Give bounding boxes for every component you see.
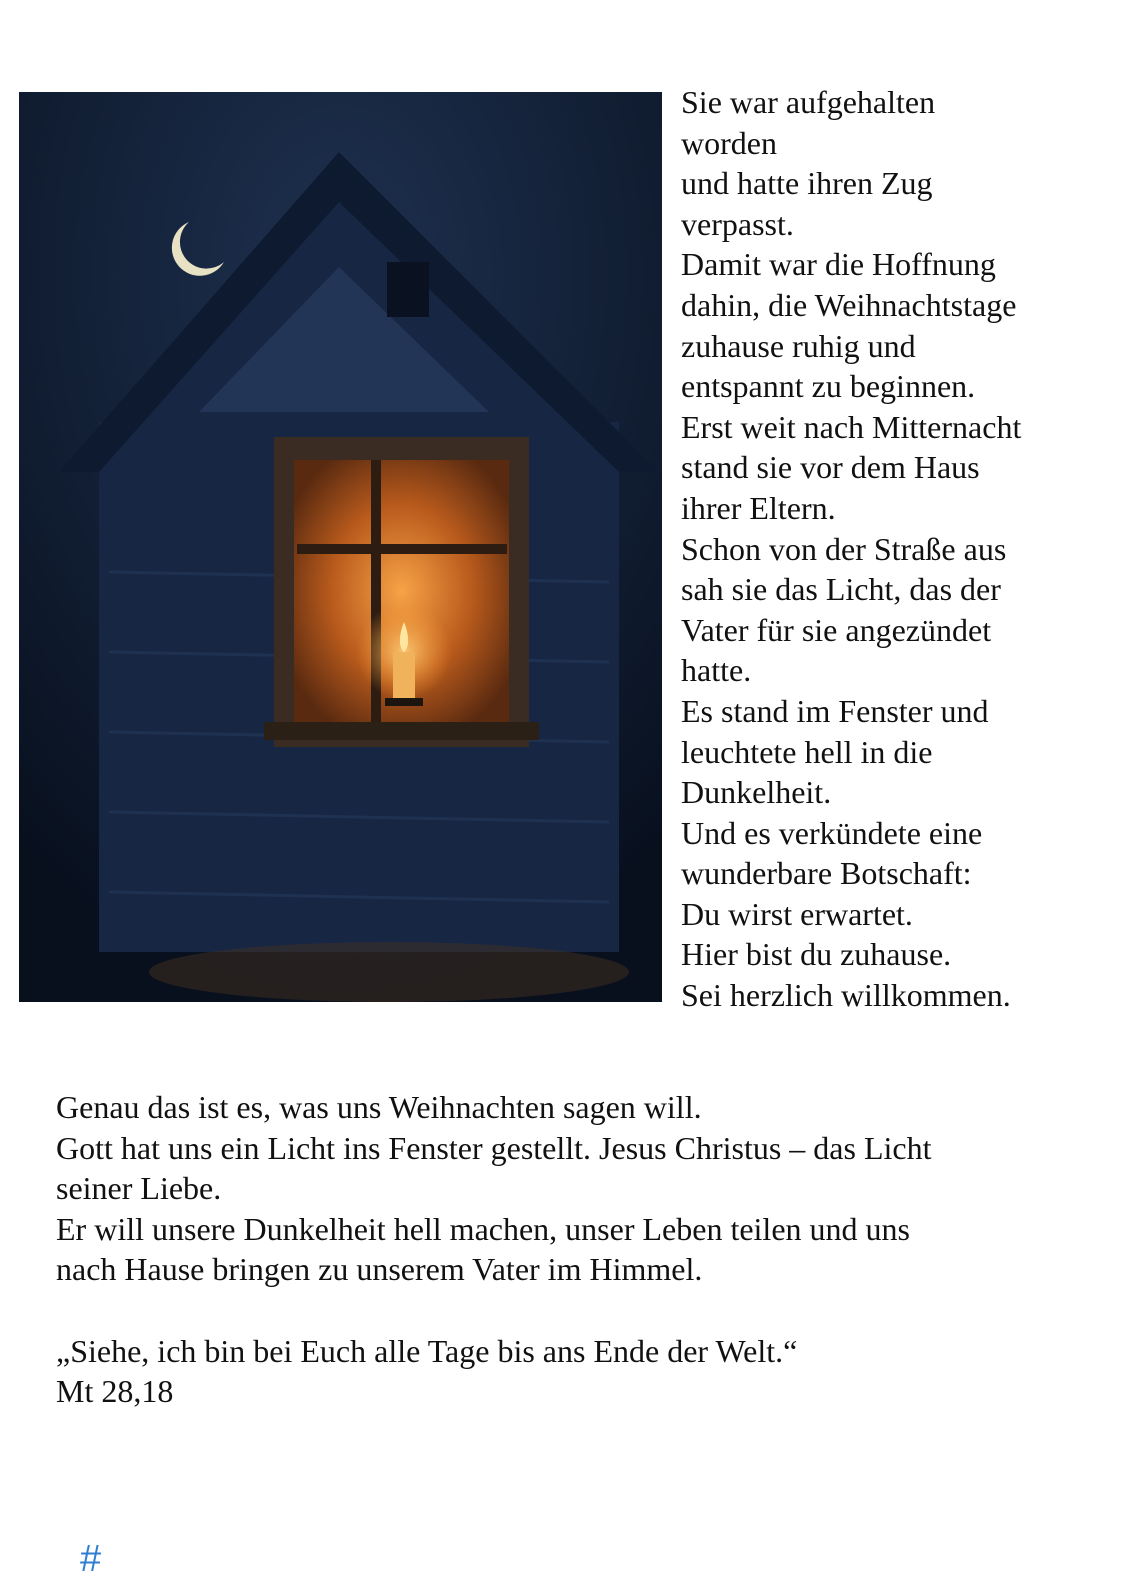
candle-icon xyxy=(393,652,415,702)
story-line: hatte. xyxy=(681,652,752,689)
story-line: Und es verkündete eine xyxy=(681,814,983,851)
story-line: Hier bist du zuhause. xyxy=(681,936,952,973)
bible-reference: Mt 28,18 xyxy=(56,1373,174,1410)
reflection-line: Genau das ist es, was uns Weihnachten sagen will. xyxy=(56,1089,702,1125)
story-line: worden xyxy=(681,124,777,161)
story-text-block xyxy=(681,82,1121,1016)
story-line: leuchtete hell in die xyxy=(681,733,933,770)
house-window-candle-image xyxy=(19,92,662,1002)
story-line: entspannt zu beginnen. xyxy=(681,368,976,405)
night-house-illustration xyxy=(19,92,662,1002)
story-line: Erst weit nach Mitternacht xyxy=(681,408,1022,445)
reflection-line: seiner Liebe. xyxy=(56,1170,222,1207)
story-line: stand sie vor dem Haus xyxy=(681,449,980,486)
story-line: und hatte ihren Zug xyxy=(681,165,933,202)
story-line: ihrer Eltern. xyxy=(681,489,836,526)
story-line: Es stand im Fenster und xyxy=(681,692,989,729)
story-line: Schon von der Straße aus xyxy=(681,530,1007,567)
story-line: Sie war aufgehalten xyxy=(681,84,936,120)
reflection-line: Er will unsere Dunkelheit hell machen, unser Leben teilen und uns xyxy=(56,1210,910,1247)
reflection-line: Gott hat uns ein Licht ins Fenster gestellt. Jesus Christus – das Licht xyxy=(56,1129,932,1166)
story-line: verpasst. xyxy=(681,205,794,242)
story-line: sah sie das Licht, das der xyxy=(681,571,1001,608)
reflection-text-block xyxy=(56,1087,1116,1412)
bible-quote: „Siehe, ich bin bei Euch alle Tage bis ans Ende der Welt.“ xyxy=(56,1332,798,1369)
story-line: Damit war die Hoffnung xyxy=(681,246,996,283)
story-line: Sei herzlich willkommen. xyxy=(681,977,1011,1014)
reflection-line: nach Hause bringen zu unserem Vater im Himmel. xyxy=(56,1251,703,1288)
story-line: wunderbare Botschaft: xyxy=(681,855,972,892)
hash-link[interactable]: # xyxy=(80,1538,102,1580)
story-line: Dunkelheit. xyxy=(681,774,832,811)
story-line: Vater für sie angezündet xyxy=(681,611,992,648)
story-line: Du wirst erwartet. xyxy=(681,895,913,932)
story-line: zuhause ruhig und xyxy=(681,327,916,364)
paragraph-gap xyxy=(56,1290,1116,1331)
story-line: dahin, die Weihnachtstage xyxy=(681,286,1017,323)
